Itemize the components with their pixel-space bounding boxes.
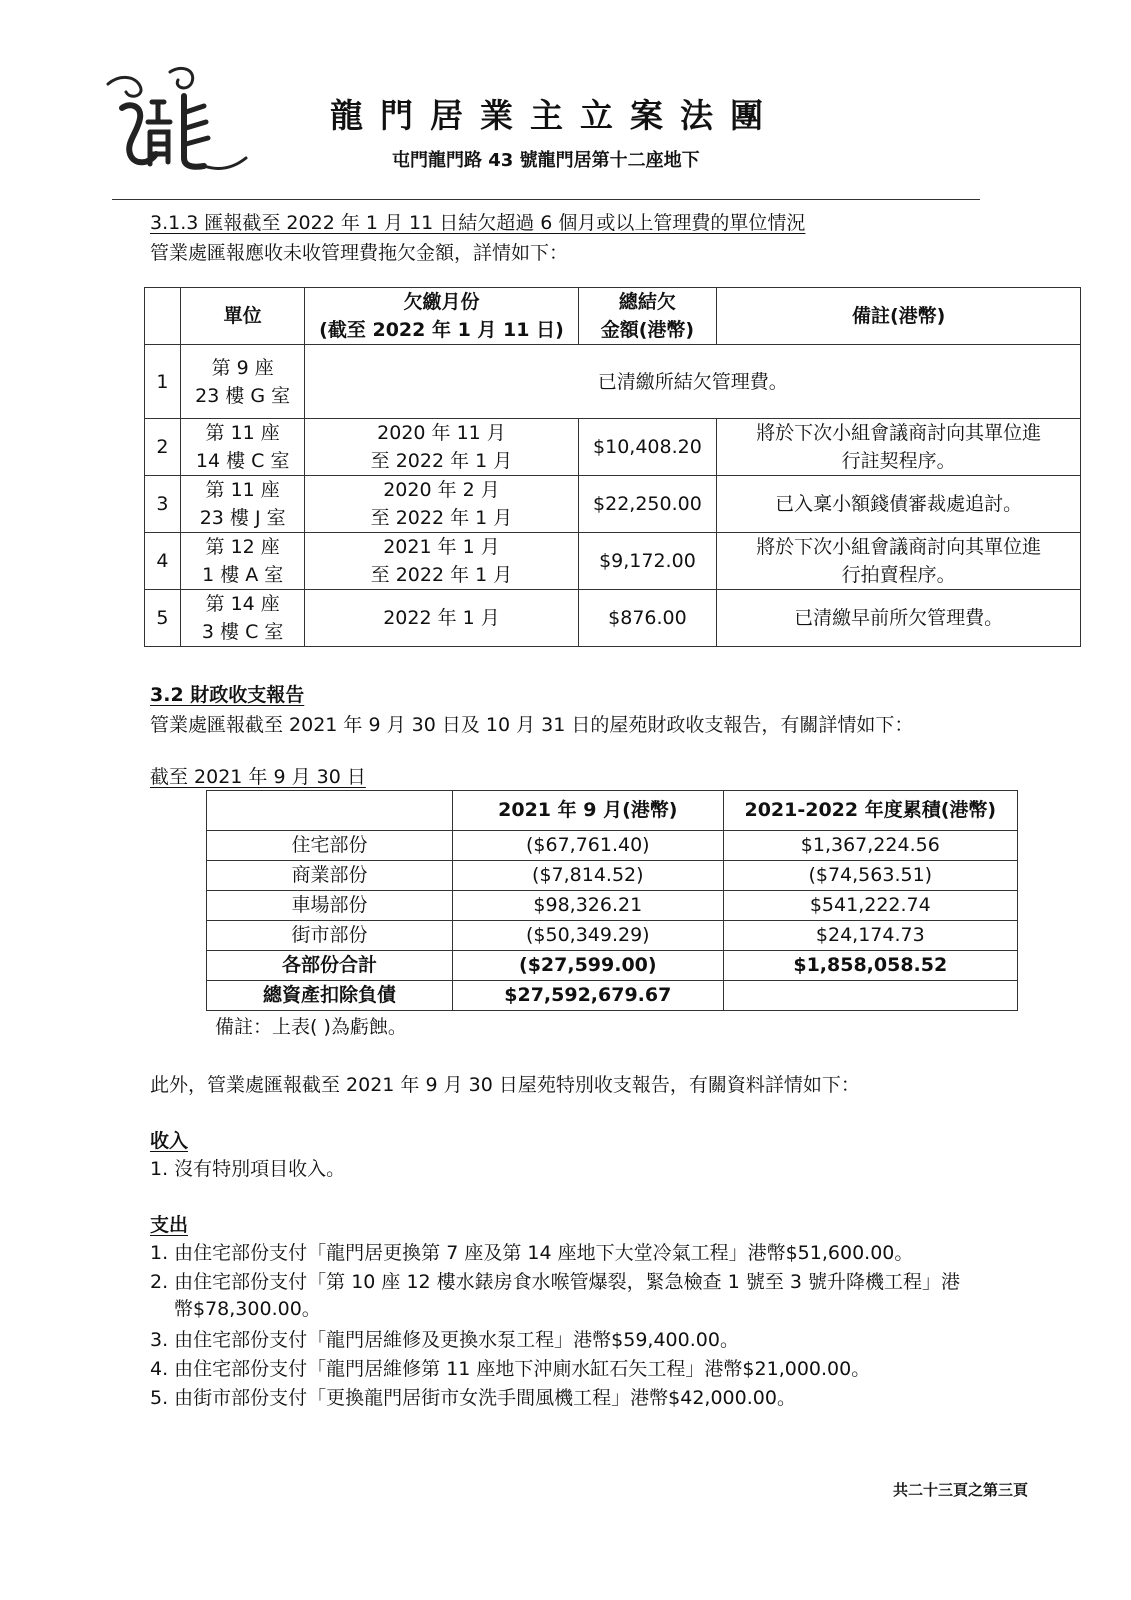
header-cell-unit: 單位 <box>180 288 305 345</box>
expenditure-title: 支出 <box>150 1214 189 1236</box>
ytd-value: $541,222.74 <box>723 891 1017 921</box>
month-value: ($67,761.40) <box>453 831 724 861</box>
expenditure-item: 2. 由住宅部份支付「第 10 座 12 樓水錶房食水喉管爆裂，緊急檢查 1 號至 3 號升降機工程」港 <box>150 1271 961 1293</box>
amount-cell: $22,250.00 <box>578 476 717 533</box>
period-cell: 2022 年 1 月 <box>305 590 578 647</box>
header-cell-month: 2021 年 9 月(港幣) <box>453 791 724 831</box>
unit-cell: 第 12 座 1 樓 A 室 <box>180 533 305 590</box>
total-row <box>207 951 1018 981</box>
table-row <box>207 921 1018 951</box>
row-label: 總資產扣除負債 <box>207 981 453 1011</box>
organization-address: 屯門龍門路 43 號龍門居第十二座地下 <box>392 150 700 171</box>
amount-cell: $876.00 <box>578 590 717 647</box>
expenditure-item: 1. 由住宅部份支付「龍門居更換第 7 座及第 14 座地下大堂冷氣工程」港幣$51,600.00。 <box>150 1242 914 1264</box>
month-value: ($7,814.52) <box>453 861 724 891</box>
special-report-intro: 此外，管業處匯報截至 2021 年 9 月 30 日屋苑特別收支報告，有關資料詳情如下： <box>150 1074 860 1096</box>
ytd-value: $1,858,058.52 <box>723 951 1017 981</box>
income-item: 1. 沒有特別項目收入。 <box>150 1158 346 1180</box>
remark-cell: 已入稟小額錢債審裁處追討。 <box>717 476 1081 533</box>
net-assets-row <box>207 981 1018 1011</box>
ytd-value: ($74,563.51) <box>723 861 1017 891</box>
unit-cell: 第 9 座 23 樓 G 室 <box>180 345 305 419</box>
table-row <box>145 476 1081 533</box>
table-row <box>145 533 1081 590</box>
row-label: 車場部份 <box>207 891 453 921</box>
month-value: $98,326.21 <box>453 891 724 921</box>
section-3-1-3-intro: 管業處匯報應收未收管理費拖欠金額，詳情如下： <box>150 242 569 264</box>
header-cell-remark: 備註(港幣) <box>717 288 1081 345</box>
remark-cell: 已清繳早前所欠管理費。 <box>717 590 1081 647</box>
page-number: 共二十三頁之第三頁 <box>893 1481 1029 1499</box>
remark-cell: 將於下次小組會議商討向其單位進 行拍賣程序。 <box>717 533 1081 590</box>
ytd-value <box>723 981 1017 1011</box>
row-number: 5 <box>145 590 181 647</box>
section-3-2-title: 3.2 財政收支報告 <box>150 684 305 706</box>
row-label: 街市部份 <box>207 921 453 951</box>
table-header-row <box>145 288 1081 345</box>
table-row <box>207 891 1018 921</box>
amount-cell: $10,408.20 <box>578 419 717 476</box>
income-title: 收入 <box>150 1130 189 1152</box>
organization-name: 龍門居業主立案法團 <box>330 96 780 135</box>
table-row <box>207 861 1018 891</box>
table-note: 備註：上表( )為虧蝕。 <box>215 1016 407 1038</box>
unit-cell: 第 11 座 14 樓 C 室 <box>180 419 305 476</box>
row-number: 1 <box>145 345 181 419</box>
header-cell-period: 欠繳月份 (截至 2022 年 1 月 11 日) <box>305 288 578 345</box>
header-cell-ytd: 2021-2022 年度累積(港幣) <box>723 791 1017 831</box>
unit-cell: 第 14 座 3 樓 C 室 <box>180 590 305 647</box>
table-row <box>145 590 1081 647</box>
merged-remark-cell: 已清繳所結欠管理費。 <box>305 345 1081 419</box>
finance-table <box>206 790 1018 1011</box>
section-3-2-subtitle: 截至 2021 年 9 月 30 日 <box>150 766 366 788</box>
row-label: 各部份合計 <box>207 951 453 981</box>
amount-cell: $9,172.00 <box>578 533 717 590</box>
expenditure-item: 5. 由街市部份支付「更換龍門居街市女洗手間風機工程」港幣$42,000.00。 <box>150 1387 796 1409</box>
ytd-value: $1,367,224.56 <box>723 831 1017 861</box>
month-value: $27,592,679.67 <box>453 981 724 1011</box>
section-3-1-3-title: 3.1.3 匯報截至 2022 年 1 月 11 日結欠超過 6 個月或以上管理費的單位情況 <box>150 212 806 234</box>
dragon-logo-icon <box>100 62 250 177</box>
header-cell-no <box>145 288 181 345</box>
row-number: 4 <box>145 533 181 590</box>
period-cell: 2021 年 1 月 至 2022 年 1 月 <box>305 533 578 590</box>
unit-cell: 第 11 座 23 樓 J 室 <box>180 476 305 533</box>
expenditure-item: 4. 由住宅部份支付「龍門居維修第 11 座地下沖廁水缸石矢工程」港幣$21,000.00。 <box>150 1358 871 1380</box>
remark-cell: 將於下次小組會議商討向其單位進 行註契程序。 <box>717 419 1081 476</box>
section-3-2-intro: 管業處匯報截至 2021 年 9 月 30 日及 10 月 31 日的屋苑財政收支報告，有關詳情如下： <box>150 714 914 736</box>
table-row <box>207 831 1018 861</box>
period-cell: 2020 年 11 月 至 2022 年 1 月 <box>305 419 578 476</box>
expenditure-item: 3. 由住宅部份支付「龍門居維修及更換水泵工程」港幣$59,400.00。 <box>150 1329 739 1351</box>
row-label: 商業部份 <box>207 861 453 891</box>
period-cell: 2020 年 2 月 至 2022 年 1 月 <box>305 476 578 533</box>
header-cell-amount: 總結欠 金額(港幣) <box>578 288 717 345</box>
arrears-table <box>144 287 1081 647</box>
row-number: 3 <box>145 476 181 533</box>
table-row <box>145 345 1081 419</box>
expenditure-item-continued: 幣$78,300.00。 <box>174 1298 321 1320</box>
month-value: ($50,349.29) <box>453 921 724 951</box>
header-cell-blank <box>207 791 453 831</box>
month-value: ($27,599.00) <box>453 951 724 981</box>
header-divider <box>112 199 980 200</box>
ytd-value: $24,174.73 <box>723 921 1017 951</box>
row-number: 2 <box>145 419 181 476</box>
table-row <box>145 419 1081 476</box>
row-label: 住宅部份 <box>207 831 453 861</box>
table-header-row <box>207 791 1018 831</box>
